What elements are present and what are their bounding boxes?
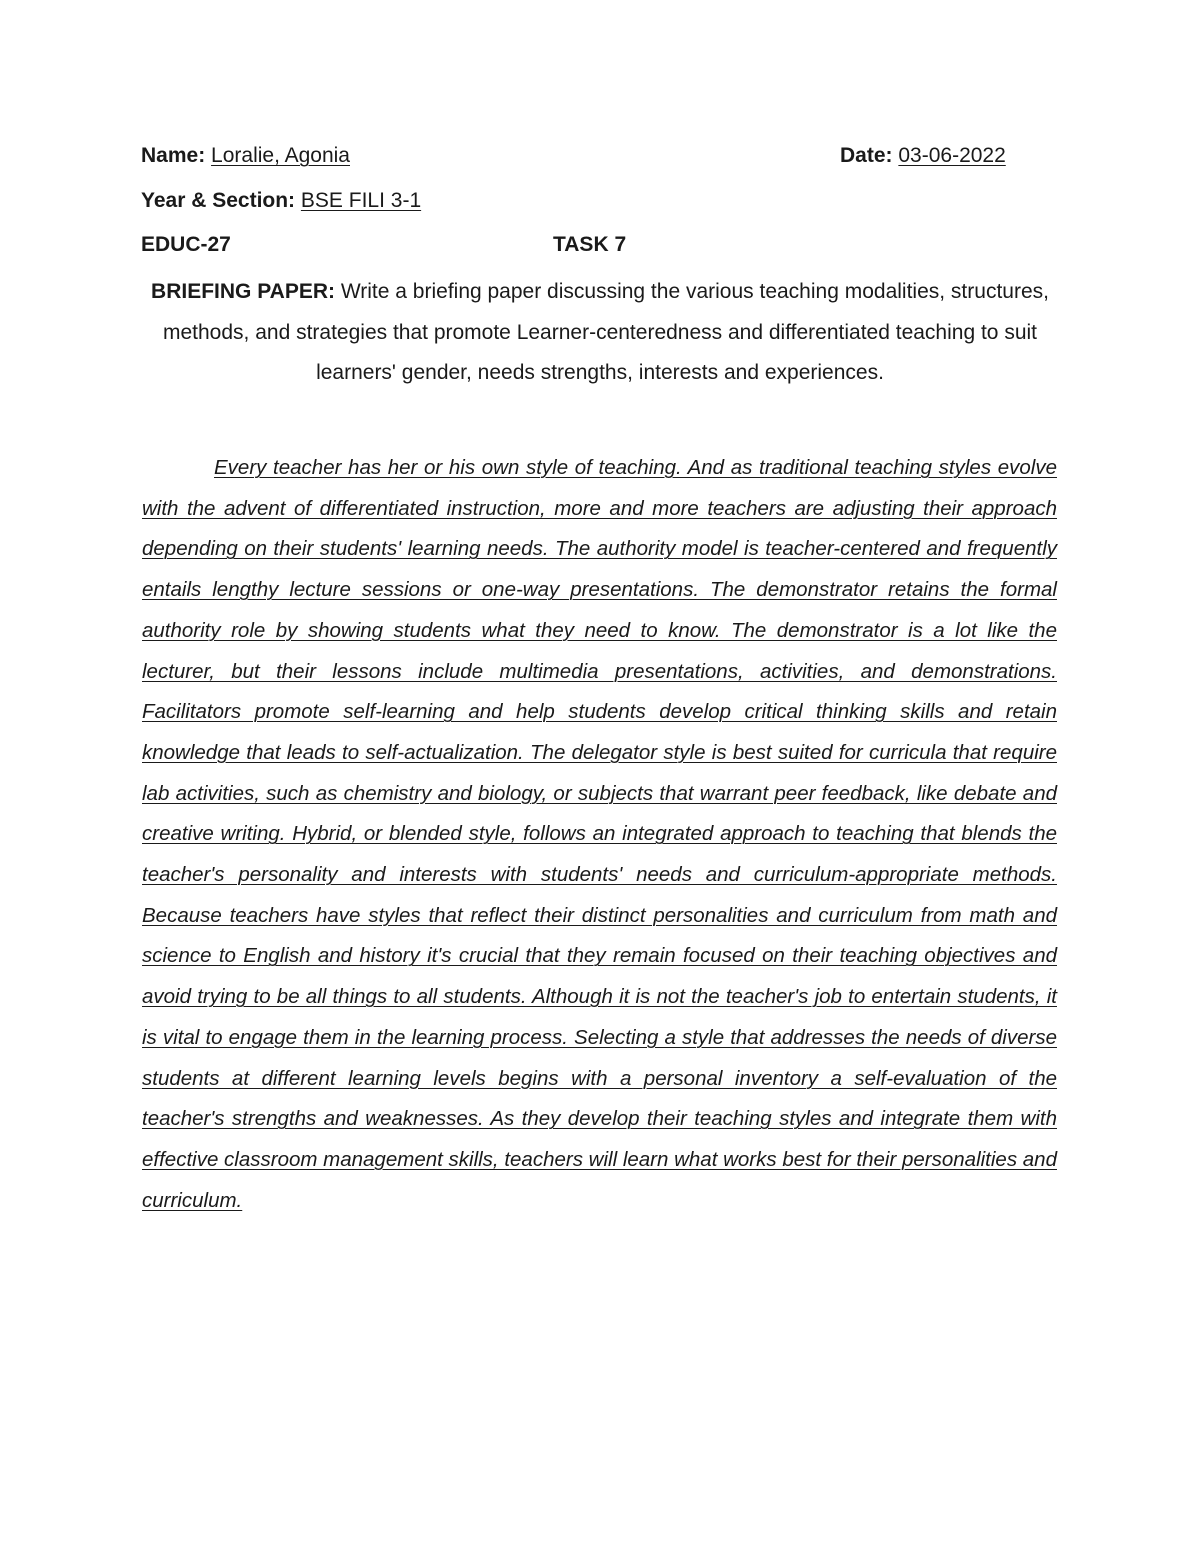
section-label: Year & Section:	[141, 189, 296, 212]
task-title: TASK 7	[553, 233, 627, 256]
briefing-label: BRIEFING PAPER:	[151, 280, 335, 303]
name-value: Loralie, Agonia	[211, 144, 350, 167]
name-label: Name:	[141, 144, 206, 167]
section-value: BSE FILI 3-1	[300, 189, 422, 212]
course-code: EDUC-27	[141, 233, 231, 256]
briefing-instructions	[140, 272, 1060, 394]
briefing-text: Write a briefing paper discussing the various teaching modalities, structures, methods, and strategies that promote Learner-centeredness and differentiated teaching to suit learners' gender, needs strengths, interests and experiences.	[163, 280, 1049, 384]
date-row	[840, 143, 1006, 169]
section-row	[141, 188, 427, 214]
name-row	[141, 143, 422, 169]
date-value: 03-06-2022	[898, 144, 1006, 167]
essay-body: Every teacher has her or his own style of teaching. And as traditional teaching styles evolve with the advent of differentiated instruction, more and more teachers are adjusting their approach depending on their students' learning needs. The authority model is teacher-centered and frequently entails lengthy lecture sessions or one-way presentations. The demonstrator retains the formal authority role by showing students what they need to know. The demonstrator is a lot like the lecturer, but their lessons include multimedia presentations, activities, and demonstrations. Facilitators promote self-learning and help students develop critical thinking skills and retain knowledge that leads to self-actualization. The delegator style is best suited for curricula that require lab activities, such as chemistry and biology, or subjects that warrant peer feedback, like debate and creative writing. Hybrid, or blended style, follows an integrated approach to teaching that blends the teacher's personality and interests with students' needs and curriculum-appropriate methods. Because teachers have styles that reflect their distinct personalities and curriculum from math and science to English and history it's crucial that they remain focused on their teaching objectives and avoid trying to be all things to all students. Although it is not the teacher's job to entertain students, it is vital to engage them in the learning process. Selecting a style that addresses the needs of diverse students at different learning levels begins with a personal inventory a self-evaluation of the teacher's strengths and weaknesses. As they develop their teaching styles and integrate them with effective classroom management skills, teachers will learn what works best for their personalities and curriculum.	[142, 456, 1057, 1212]
date-label: Date:	[840, 144, 893, 167]
